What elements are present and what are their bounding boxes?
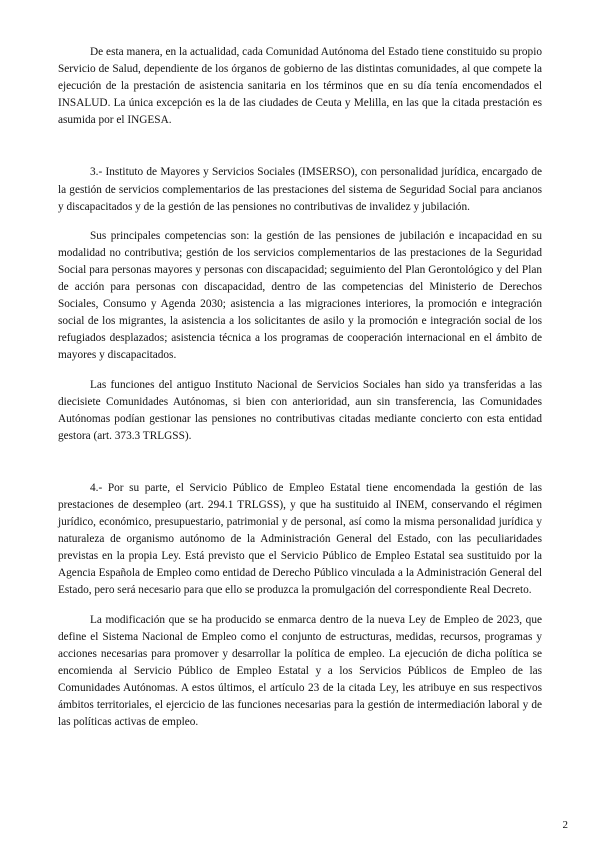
paragraph-ley-empleo-2023: La modificación que se ha producido se enmarca dentro de la nueva Ley de Empleo de 2023, que define el Sistema Nacional de Empleo como el conjunto de estructuras, medidas, recursos, programas y acciones necesarias para promover y desarrollar la política de empleo. La ejecución de dicha política se encomienda al Servicio Público de Empleo Estatal y a los Servicios Públicos de Empleo de las Comunidades Autónomas. A estos últimos, el artículo 23 de la citada Ley, les atribuye en sus respectivos ámbitos territoriales, el ejercicio de las funciones necesarias para la gestión de intermediación laboral y de las políticas activas de empleo.	[58, 613, 542, 729]
paragraph-gap	[58, 365, 542, 377]
paragraph-gap	[58, 600, 542, 612]
paragraph-imserso-competences: Sus principales competencias son: la gestión de las pensiones de jubilación e incapacidad en su modalidad no contributiva; gestión de los servicios complementarios de las prestaciones de la Seguridad Social para personas mayores y personas con discapacidad; seguimiento del Plan Gerontológico y del Plan de acción para personas con discapacidad, dentro de las competencias del Ministerio de Derechos Sociales, Consumo y Agenda 2030; asistencia a las migraciones interiores, la promoción e integración social de los migrantes, la asistencia a los solicitantes de asilo y la promoción e integración social de los refugiados desplazados; asistencia técnica a los programas de cooperación internacional en el ámbito de mayores y discapacitados.	[58, 229, 542, 362]
paragraph-imserso-intro: 3.- Instituto de Mayores y Servicios Sociales (IMSERSO), con personalidad jurídica, encargado de la gestión de servicios complementarios de las prestaciones del sistema de Seguridad Social para ancianos y discapacitados y de la gestión de las pensiones no contributivas de invalidez y jubilación.	[58, 166, 542, 213]
section-gap	[58, 445, 542, 480]
page-number: 2	[562, 819, 568, 831]
paragraph-sepe-intro: 4.- Por su parte, el Servicio Público de Empleo Estatal tiene encomendada la gestión de las prestaciones de desempleo (art. 294.1 TRLGSS), y que ha sustituido al INEM, conservando el régimen jurídico, económico, presupuestario, patrimonial y de personal, así como la misma personalidad jurídica y naturaleza de organismo autónomo de la Administración General del Estado, con las peculiaridades previstas en la propia Ley. Está previsto que el Servicio Público de Empleo Estatal sea sustituido por la Agencia Española de Empleo como entidad de Derecho Público vinculada a la Administración General del Estado, pero será necesario para que ello se produzca la promulgación del correspondiente Real Decreto.	[58, 481, 542, 597]
paragraph-inserso-transfers: Las funciones del antiguo Instituto Nacional de Servicios Sociales han sido ya transferidas a las diecisiete Comunidades Autónomas, si bien con anterioridad, aun sin transferencia, las Comunidades Autónomas podían gestionar las pensiones no contributivas citadas mediante concierto con esta entidad gestora (art. 373.3 TRLGSS).	[58, 378, 542, 442]
paragraph-gap	[58, 216, 542, 228]
document-body	[58, 44, 542, 731]
paragraph-health-services: De esta manera, en la actualidad, cada Comunidad Autónoma del Estado tiene constituido su propio Servicio de Salud, dependiente de los órganos de gobierno de las distintas comunidades, al que compete la ejecución de la prestación de asistencia sanitaria en los términos que en su día tenía encomendados el INSALUD. La única excepción es la de las ciudades de Ceuta y Melilla, en las que la citada prestación es asumida por el INGESA.	[58, 46, 542, 127]
section-gap	[58, 129, 542, 164]
